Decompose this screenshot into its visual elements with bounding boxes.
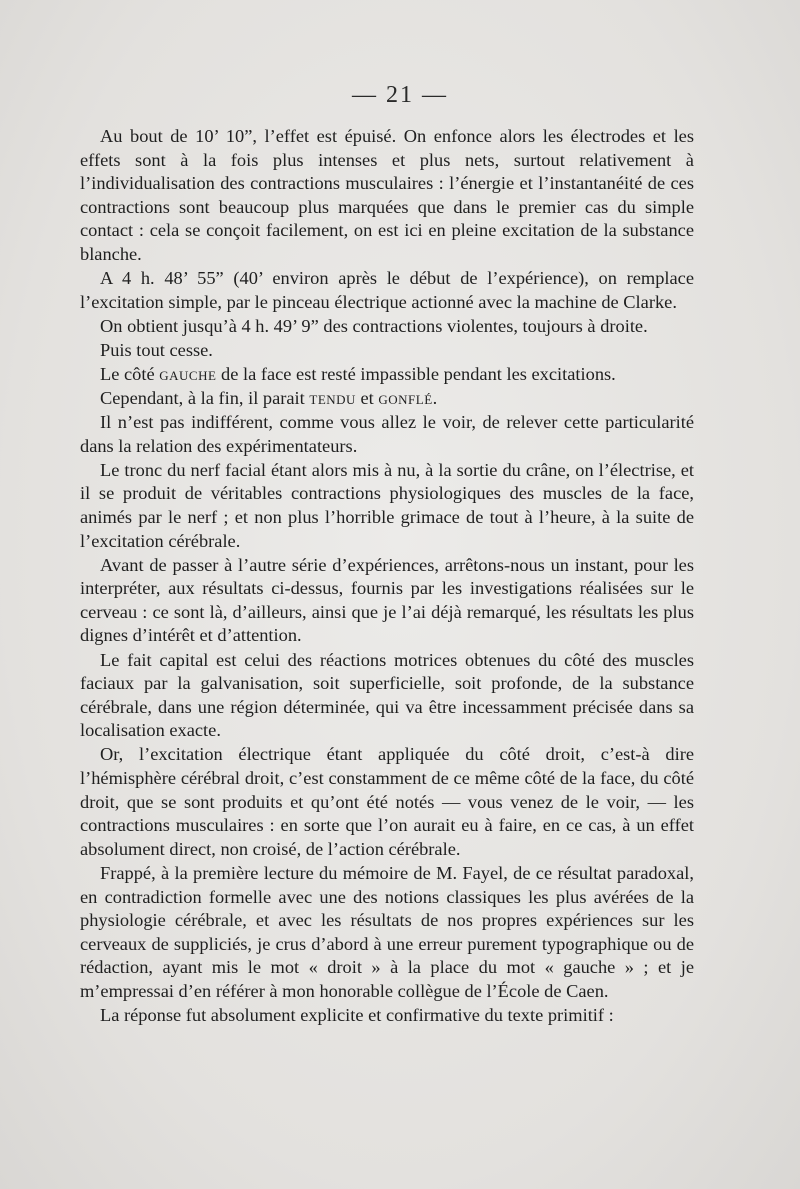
italic-text: effet bbox=[660, 815, 694, 836]
text-run: et plus bbox=[377, 149, 465, 170]
paragraph bbox=[80, 125, 694, 267]
paragraph bbox=[80, 554, 694, 648]
text-run: Le tronc du nerf facial étant alors mis à nu, à la sortie du crâne, on bbox=[100, 459, 599, 480]
italic-text: l’horrible grimace bbox=[324, 507, 460, 527]
paragraph bbox=[80, 363, 694, 387]
small-caps-text: gonflé bbox=[378, 388, 433, 409]
text-run: électrique actionné avec la machine de Clarke. bbox=[329, 291, 677, 312]
italic-text: côté droit bbox=[499, 744, 581, 765]
text-run: Frappé, à la première lecture du mémoire de M. Fayel, de ce résultat paradoxal, en contradiction formelle avec une des notions classiques les plus avérées de la physiologie cérébrale, et avec les résultats de nos propres expériences sur les cerveaux de suppliciés, je crus d’abord à une erreur purement typographique ou de rédaction, ayant mis le mot « bbox=[80, 862, 694, 978]
italic-text: direct bbox=[169, 838, 212, 859]
small-caps-text: gauche bbox=[159, 363, 217, 384]
italic-text: croisé bbox=[252, 838, 297, 859]
text-run: Le côté bbox=[100, 363, 160, 384]
text-run: Cependant, à la fin, il parait bbox=[100, 388, 310, 409]
italic-text: droit bbox=[327, 957, 362, 978]
text-run: A 4 h. 48’ 55” (40’ environ après le début de l’expérience), on remplace l’excitation simple, par le bbox=[80, 268, 694, 312]
text-run: Au bout de 10’ 10”, l’effet est épuisé. On enfonce alors les électrodes et les effets sont à la fois plus bbox=[80, 126, 694, 170]
text-run: , c’est-à dire l’hémisphère cérébral bbox=[80, 744, 694, 789]
text-run: , que se sont produits et qu’ont été notés — vous venez de le voir, — les contractions musculaires : en sorte que l’on aurait eu à faire, en ce cas, à un bbox=[80, 791, 694, 836]
text-run: Le fait bbox=[100, 649, 160, 670]
paragraph bbox=[80, 339, 694, 363]
text-run: de la face est resté bbox=[216, 363, 361, 384]
text-run: , non bbox=[211, 838, 253, 859]
text-run: pendant les excitations. bbox=[439, 363, 616, 384]
paragraph bbox=[80, 649, 694, 743]
italic-text: l’électrise bbox=[598, 459, 672, 480]
text-run: , de l’action cérébrale. bbox=[296, 838, 461, 859]
paragraph bbox=[80, 267, 694, 314]
text-run: On obtient jusqu’à 4 h. 49’ 9” des contractions violentes, toujours à bbox=[100, 315, 601, 336]
text-run: de tout à l’heure, à la suite de l’excitation cérébrale. bbox=[80, 507, 694, 551]
paragraph bbox=[80, 459, 694, 553]
body-text bbox=[80, 125, 694, 1028]
text-run: obtenues du côté des muscles faciaux par la galvanisation, soit superficielle, soit profonde, de la substance cérébrale, dans une région déterminée, qui va être incessamment précisée dans sa localisation exacte. bbox=[80, 649, 694, 741]
paragraph bbox=[80, 743, 694, 861]
italic-text: droite bbox=[600, 315, 644, 336]
text-run: absolument bbox=[80, 838, 170, 859]
text-run: La réponse fut absolument explicite et confirmative du texte primitif : bbox=[100, 1004, 614, 1025]
text-run: , surtout relativement à l’individualisation des contractions musculaires : l’énergie et l’instantanéité de ces contractions sont beaucoup plus marquées que dans le premier cas du simple contact : cela se conçoit facilement, on est ici en pleine excitation de la substance blanche. bbox=[80, 149, 694, 264]
italic-text: capital bbox=[159, 649, 209, 670]
text-run: , c’est constamment de ce même côté de la face, du côté bbox=[279, 768, 695, 789]
text-run: Puis tout cesse. bbox=[100, 339, 213, 360]
italic-text: droit bbox=[244, 768, 280, 789]
text-run: . bbox=[432, 388, 438, 409]
paragraph bbox=[80, 315, 694, 339]
italic-text: nets bbox=[464, 149, 495, 170]
paragraph bbox=[80, 387, 694, 411]
paragraph bbox=[80, 411, 694, 458]
italic-text: pinceau bbox=[272, 291, 330, 312]
paragraph bbox=[80, 1004, 694, 1028]
paragraph bbox=[80, 862, 694, 1004]
italic-text: impassible bbox=[360, 363, 440, 384]
text-run: Or, l’excitation électrique étant appliquée du bbox=[100, 744, 500, 765]
text-run: Il n’est pas indifférent, comme vous allez le voir, de relever cette particularité dans la relation des expérimentateurs. bbox=[80, 412, 694, 456]
italic-text: intenses bbox=[318, 149, 378, 170]
text-run: Avant de passer à l’autre série d’expériences, arrêtons-nous un instant, pour les interpréter, aux résultats ci-dessus, fournis par les investigations réalisées sur le cerveau : ce sont là, d’ailleurs, ainsi que je l’ai déjà remarqué, les résultats les plus dignes d’intérêt et d’attention. bbox=[80, 554, 694, 646]
text-run: est celui des bbox=[208, 649, 320, 670]
text-run: , et il se produit de véritables contractions physiologiques des muscles de la face, animés par le nerf ; et non plus bbox=[80, 459, 695, 527]
text-run: . bbox=[643, 315, 648, 336]
small-caps-text: tendu bbox=[309, 388, 356, 409]
text-run: » à la place du mot « gauche » ; et je m’empressai d’en référer à mon honorable collègue de l’École de Caen. bbox=[80, 957, 694, 1001]
italic-text: droit bbox=[80, 791, 115, 812]
page-number: — 21 — bbox=[352, 82, 448, 108]
italic-text: réactions motrices bbox=[319, 649, 458, 670]
text-run: et bbox=[355, 388, 379, 409]
